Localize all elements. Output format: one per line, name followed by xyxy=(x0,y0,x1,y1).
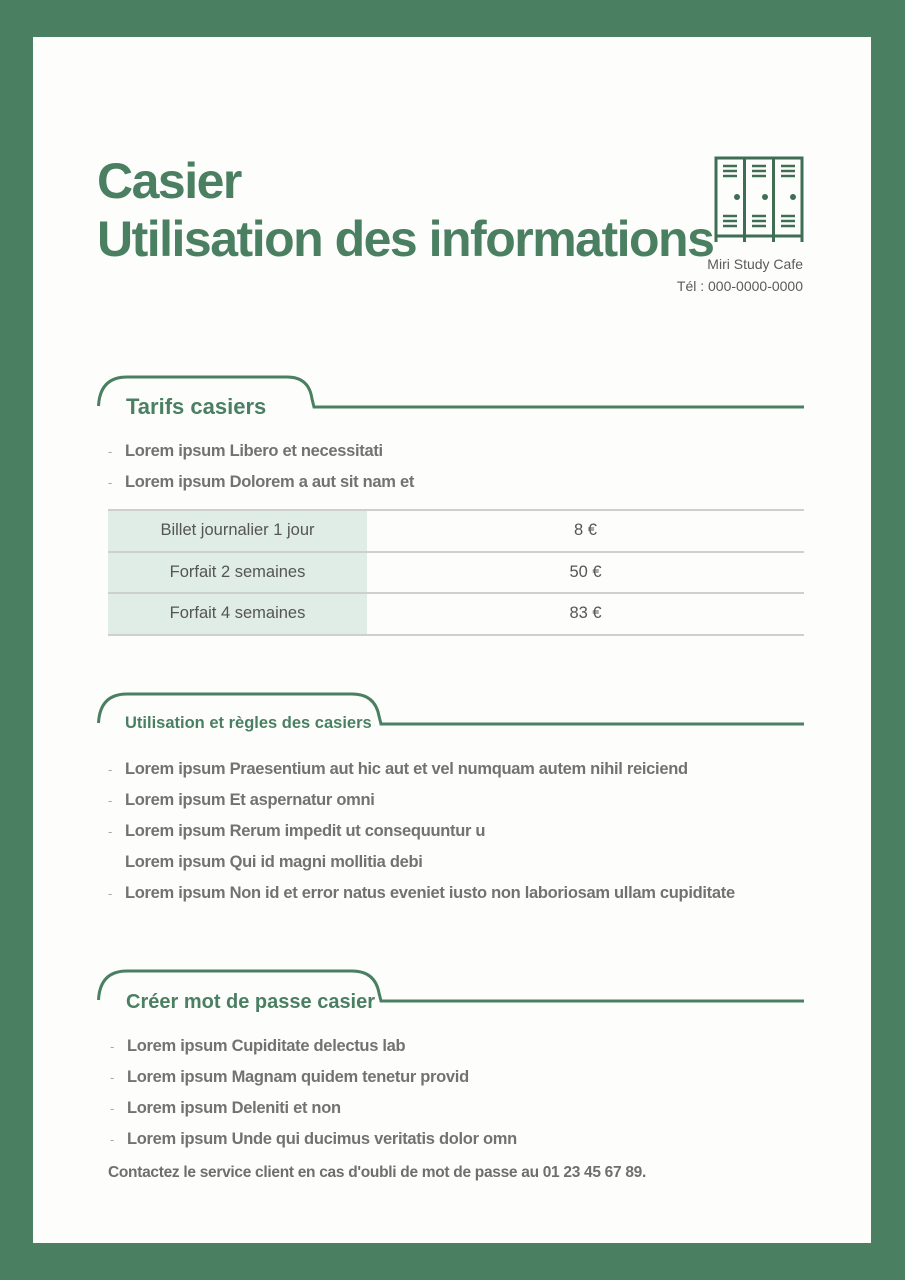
tarifs-bullet-list xyxy=(108,436,414,498)
regles-bullet-list xyxy=(108,754,735,909)
list-item-continuation: Lorem ipsum Qui id magni mollitia debi xyxy=(125,853,423,871)
title-line-2: Utilisation des informations xyxy=(97,211,714,267)
brand-phone: Tél : 000-0000-0000 xyxy=(676,278,803,294)
list-item: - Lorem ipsum Rerum impedit ut consequuntur u xyxy=(108,822,486,840)
section-header-tarifs xyxy=(97,374,804,419)
section-title: Créer mot de passe casier xyxy=(126,991,376,1013)
price-value: 83 € xyxy=(367,593,804,635)
section-header-regles xyxy=(97,691,804,731)
price-label: Billet journalier 1 jour xyxy=(108,510,367,552)
section-title: Utilisation et règles des casiers xyxy=(125,714,372,732)
list-item: - Lorem ipsum Libero et necessitati xyxy=(108,442,383,460)
page-title xyxy=(97,152,713,268)
list-item: - Lorem ipsum Unde qui ducimus veritatis dolor omn xyxy=(110,1130,517,1148)
price-label: Forfait 4 semaines xyxy=(108,593,367,635)
list-item: - Lorem ipsum Praesentium aut hic aut et vel numquam autem nihil reiciend xyxy=(108,760,688,778)
price-value: 50 € xyxy=(367,552,804,594)
table-row xyxy=(108,593,804,635)
price-table xyxy=(108,509,804,636)
price-value: 8 € xyxy=(367,510,804,552)
brand-name: Miri Study Cafe xyxy=(707,256,803,272)
section-title: Tarifs casiers xyxy=(126,394,267,419)
price-label: Forfait 2 semaines xyxy=(108,552,367,594)
list-item: - Lorem ipsum Dolorem a aut sit nam et xyxy=(108,473,415,491)
list-item: - Lorem ipsum Deleniti et non xyxy=(110,1099,341,1117)
password-reset-contact-note: Contactez le service client en cas d'oubli de mot de passe au 01 23 45 67 89. xyxy=(108,1164,646,1181)
title-line-1: Casier xyxy=(97,153,241,209)
list-item: - Lorem ipsum Magnam quidem tenetur provid xyxy=(110,1068,469,1086)
list-item: - Lorem ipsum Cupiditate delectus lab xyxy=(110,1037,406,1055)
cafe-contact-info xyxy=(677,253,803,297)
table-row xyxy=(108,552,804,594)
table-row xyxy=(108,510,804,552)
list-item: - Lorem ipsum Et aspernatur omni xyxy=(108,791,375,809)
list-item: - Lorem ipsum Non id et error natus eveniet iusto non laboriosam ullam cupiditate xyxy=(108,884,735,902)
locker-icon xyxy=(713,156,805,244)
section-header-mot-de-passe xyxy=(97,968,804,1013)
mot-de-passe-bullet-list xyxy=(110,1031,517,1155)
